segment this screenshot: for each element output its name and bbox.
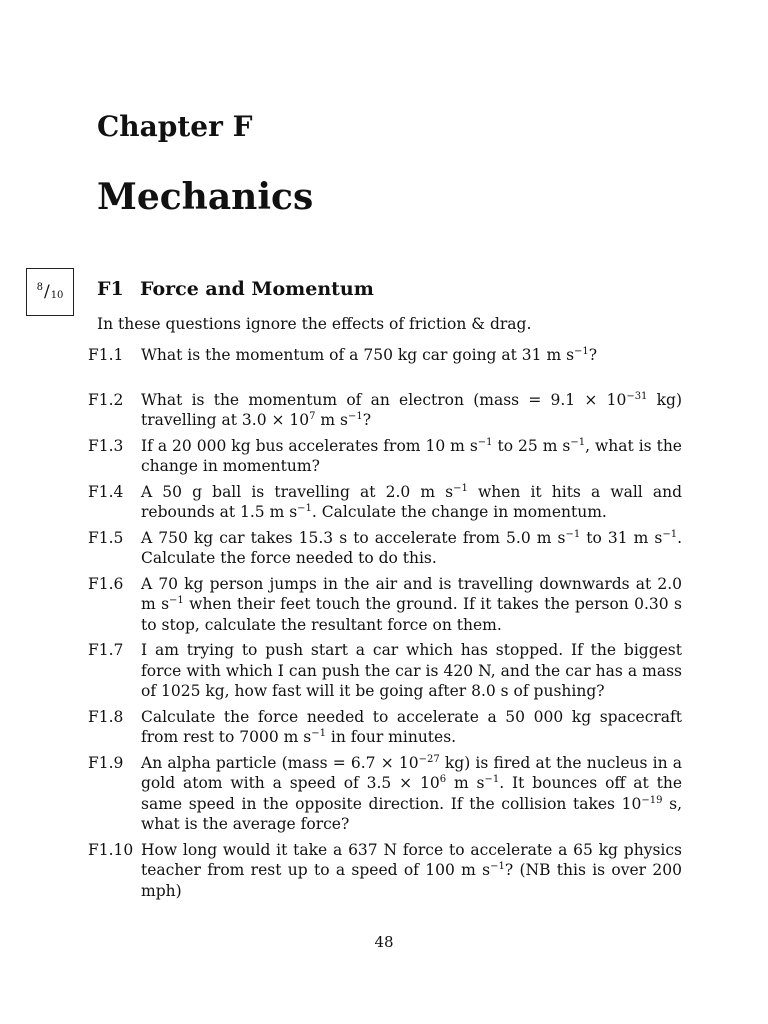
question-number: F1.8 (88, 707, 124, 726)
question-text: What is the momentum of an electron (mass = $9.1 \times 10^{-31}$ kg) travelling at $3.0 \times 10^7$ m $s^{-1}$? (141, 390, 682, 429)
marks-denominator: 10 (50, 289, 64, 301)
question-number: F1.5 (88, 528, 124, 547)
question-f1-6 (88, 574, 682, 636)
question-text: An alpha particle (mass = $6.7 \times 10^{-27}$ kg) is fired at the nucleus in a gold atom with a speed of $3.5 \times 10^6$ m $s^{-1}$. It bounces off at the same speed in the opposite direction. If the collision takes $10^{-19}$ s, what is the average force? (141, 753, 683, 833)
question-number: F1.4 (88, 482, 124, 501)
question-list (88, 345, 682, 901)
question-number: F1.7 (88, 641, 124, 659)
question-f1-4 (88, 482, 682, 523)
question-text: How long would it take a 637 N force to accelerate a 65 kg physics teacher from rest up to a speed of 100 m $s^{-1}$? (NB this is over 200 mph) (141, 840, 682, 900)
question-f1-1 (88, 345, 682, 366)
question-number: F1.6 (88, 574, 124, 593)
question-number: F1.2 (88, 390, 124, 409)
question-number: F1.9 (88, 753, 124, 772)
question-text: I am trying to push start a car which has stopped. If the biggest force with which I can push the car is 420 N, and the car has a mass of 1025 kg, how fast will it be going after 8.0 s of pushing? (141, 641, 682, 700)
intro-text: In these questions ignore the effects of friction & drag. (97, 315, 532, 333)
marks-numerator: 8 (36, 281, 43, 293)
question-number: F1.10 (88, 840, 134, 859)
question-f1-8 (88, 707, 682, 748)
section-number: F1 (97, 278, 124, 300)
question-text: A 750 kg car takes 15.3 s to accelerate from 5.0 m $s^{-1}$ to 31 m $s^{-1}$. Calculate the force needed to do this. (141, 528, 682, 567)
question-f1-5 (88, 528, 682, 569)
chapter-title: Mechanics (97, 176, 314, 218)
question-f1-7 (88, 640, 682, 702)
marks-box (26, 268, 74, 316)
question-f1-9 (88, 753, 682, 835)
question-text: Calculate the force needed to accelerate a 50 000 kg spacecraft from rest to 7000 m $s^{-1}$ in four minutes. (141, 707, 682, 746)
question-text: A 70 kg person jumps in the air and is travelling downwards at 2.0 m $s^{-1}$ when their feet touch the ground. If it takes the person 0.30 s to stop, calculate the resultant force on them. (141, 574, 682, 634)
question-f1-2 (88, 390, 682, 431)
marks-slash: / (43, 282, 50, 302)
question-text: What is the momentum of a 750 kg car going at 31 m $s^{-1}$? (141, 346, 598, 364)
question-text: A 50 g ball is travelling at 2.0 m $s^{-1}$ when it hits a wall and rebounds at 1.5 m $s^{-1}$. Calculate the change in momentum. (141, 482, 682, 521)
question-f1-10 (88, 840, 682, 902)
chapter-label: Chapter F (97, 110, 253, 143)
question-number: F1.3 (88, 436, 124, 455)
question-number: F1.1 (88, 346, 124, 364)
section-title: Force and Momentum (140, 278, 374, 300)
page-number: 48 (374, 933, 394, 951)
section-heading (97, 278, 374, 300)
question-text: If a 20 000 kg bus accelerates from 10 m $s^{-1}$ to 25 m $s^{-1}$, what is the change in momentum? (141, 436, 682, 475)
question-f1-3 (88, 436, 682, 477)
